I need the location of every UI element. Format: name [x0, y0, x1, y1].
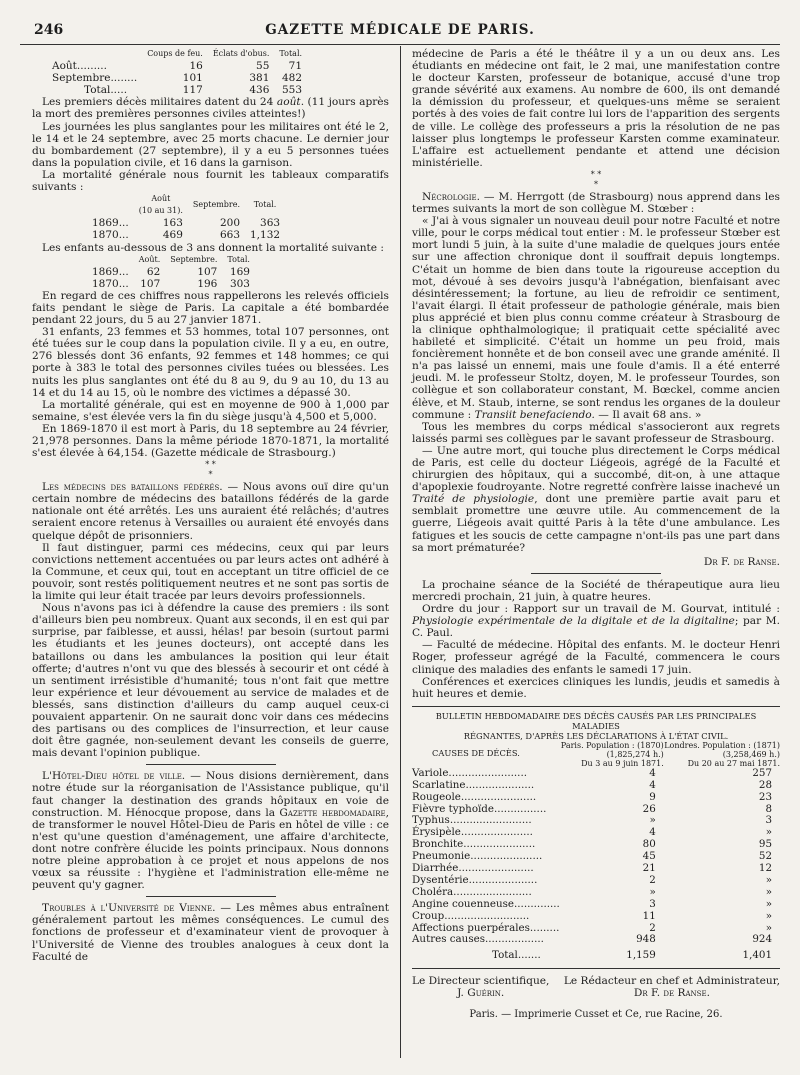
paragraph: Nécrologie. — M. Herrgott (de Strasbourg) nous apprend dans les termes suivants la mort de son collègue M. Stœber : [412, 190, 780, 216]
right-column [412, 48, 780, 1022]
paragraph: Troubles à l'Université de Vienne. — Les mêmes abus entraînent généralement partout les mêmes conséquences. Le cumul des fonctions de professeur et d'examinateur vient de provoquer à l'Université de Vienne des troubles analogues à ceux dont la Faculté de [32, 902, 389, 963]
paragraph: L'Hôtel-Dieu hôtel de ville. — Nous disions dernièrement, dans notre étude sur la réorganisation de l'Assistance publique, qu'il faut changer la destination des grands hôpitaux en voie de construction. M. Hénocque propose, dans la Gazette hebdomadaire, de transformer le nouvel Hôtel-Dieu de Paris en hôtel de ville : ce n'est qu'une question d'aménagement, une affaire d'architecte, dont notre confrère élucide les points principaux. Nous donnons notre pleine approbation à ce projet et nous appelons de nos vœux sa réussite : l'hygiène et l'administration elle-même ne peuvent qu'y gagner. [32, 770, 389, 892]
paragraph: Il faut distinguer, parmi ces médecins, ceux qui par leurs convictions nettement accentuées ou par leurs actes ont adhéré à la Commune, et ceux qui, tout en acceptant un titre officiel de ce pouvoir, sont restés politiquement neutres et ne sont pas sortis de la limite qui leur était tracée par leurs devoirs professionnels. [32, 541, 389, 603]
table-row: Choléra........................ » » [412, 885, 772, 898]
paragraph: La mortalité générale, qui est en moyenne de 900 à 1,000 par semaine, s'est élevée vers la fin du siège jusqu'à 4,500 et 5,000. [32, 398, 389, 423]
table-row: Scarlatine..................... 4 28 [412, 778, 772, 791]
table-header: Août. [138, 254, 161, 264]
mortality-table [92, 193, 285, 241]
paragraph: « J'ai à vous signaler un nouveau deuil pour notre Faculté et notre ville, pour le corps médical tout entier : M. le professeur Stœber est mort lundi 5 juin, à la suite d'une maladie de quelques jours entée sur une affection chronique dont il souffrait depuis longtemps. C'était un homme de bien dans toute la rigoureuse acception du mot, dévoué à ses devoirs jusqu'à l'abnégation, bienfaisant avec désintéressement; la fortune, au lieu de refroidir ce sentiment, l'avait élargi. Il était professeur de pathologie générale, mais bien plus apprécié et bien plus connu comme créateur à Strasbourg de la clinique ophthalmologique; il pratiquait cette spécialité avec habileté et simplicité. C'était un homme un peu froid, mais foncièrement honnête et de bon conseil avec une grande aménité. Il n'a pas laissé un ennemi, mais une foule d'amis. Il a été enterré jeudi. M. le professeur Stoltz, doyen, M. le professeur Tourdes, son collègue et son collaborateur constant, M. Bœckel, comme ancien élève, et M. Staub, interne, se sont rendus les organes de la douleur commune : Transiit benefaciendo. — Il avait 68 ans. » [412, 215, 781, 421]
table-row: 1870... 469 663 1,132 [92, 229, 281, 242]
editor-credit: Le Rédacteur en chef et Administrateur, Dr F. de Ranse. [563, 975, 780, 1000]
table-row: Variole........................ 4 257 [412, 766, 772, 779]
table-header: Août (10 au 31). [138, 194, 183, 216]
table-row: Bronchite...................... 80 95 [412, 838, 772, 851]
paragraph: Les journées les plus sanglantes pour les militaires ont été le 2, le 14 et le 24 septembre, avec 25 morts chacune. Le dernier jour du bombardement (27 septembre), il y a eu 5 personnes tuées dans la population civile, et 16 dans la garnison. [32, 120, 389, 169]
paragraph: Les médecins des bataillons fédérés. — Nous avons ouï dire qu'un certain nombre de médecins des bataillons fédérés de la garde nationale ont été arrêtés. Les uns auraient été relâchés; d'autres seraient encore retenus à Versailles ou auraient été envoyés dans quelque dépôt de prisonniers. [32, 481, 389, 542]
table-row: 1870... 107 196 303 [92, 277, 250, 290]
table-row: 1869... 163 200 363 [92, 217, 281, 230]
page-footer [412, 975, 780, 999]
table-header: Coups de feu. [147, 49, 203, 58]
column-header: CAUSES DE DÉCÈS. [432, 748, 520, 759]
table-row: Rougeole....................... 9 23 [412, 790, 772, 803]
paragraph: médecine de Paris a été le théâtre il y a un ou deux ans. Les étudiants en médecine ont fait, le 2 mai, une manifestation contre le docteur Karsten, professeur de botanique, accusé d'une trop grande sévérité aux examens. Au nombre de 600, ils ont demandé la démission du professeur, et quelques-uns même se seraient portés à des voies de fait contre lui lors de l'apparition des sergents de ville. Le collège des professeurs a pris la résolution de ne pas laisser plus longtemps le professeur Karsten comme examinateur. L'affaire est actuellement pendante et attend une décision ministérielle. [412, 48, 780, 169]
director-credit: Le Directeur scientifique, J. Guérin. [412, 975, 550, 1000]
table-header: Total. [227, 254, 250, 264]
table-row: Pneumonie...................... 45 52 [412, 850, 772, 863]
table-row: Érysipèle...................... 4 » [412, 826, 772, 839]
table-row: Septembre........ 101 381 482 [52, 72, 303, 85]
column-header: Londres. Population : (1871) (3,258,469 h.) Du 20 au 27 mai 1871. [664, 740, 780, 768]
column-header: Paris. Population : (1870) (1,825,274 h.) Du 3 au 9 juin 1871. [560, 740, 664, 768]
section-title: Les médecins des bataillons fédérés. [42, 481, 223, 494]
table-header: Total. [279, 49, 303, 58]
table-header: Total. [253, 200, 277, 210]
table-row: Autres causes.................. 948 924 [412, 933, 772, 946]
paragraph: Tous les membres du corps médical s'associeront aux regrets laissés parmi ses collègues par le savant professeur de Strasbourg. [412, 420, 780, 445]
table-row: 1869... 62 107 169 [92, 265, 250, 278]
table-header: Septembre. [192, 200, 240, 210]
table-row: Dysentérie..................... 2 » [412, 873, 772, 886]
table-row: Typhus......................... » 3 [412, 814, 772, 827]
separator [531, 573, 661, 574]
section-title: Nécrologie. [422, 190, 480, 203]
bulletin-title: BULLETIN HEBDOMADAIRE DES DÉCÈS CAUSÉS PAR LES PRINCIPALES MALADIES RÉGNANTES, D'APRÈS LES DÉCLARATIONS À L'ÉTAT CIVIL. [435, 710, 757, 741]
separator [146, 764, 276, 765]
table-row: Affections puerpérales......... 2 » [412, 921, 772, 934]
table-row: Août......... 16 55 71 [52, 60, 303, 73]
journal-title: GAZETTE MÉDICALE DE PARIS. [265, 22, 535, 38]
separator [412, 706, 780, 707]
death-bulletin-table [412, 741, 780, 963]
column-rule [400, 46, 401, 1058]
page-number: 246 [34, 22, 64, 38]
section-stars: * * * [590, 169, 602, 189]
paragraph: La prochaine séance de la Société de thérapeutique aura lieu mercredi prochain, 21 juin, à quatre heures. [412, 578, 780, 603]
paragraph: En regard de ces chiffres nous rappellerons les relevés officiels faits pendant le siège de Paris. La capitale a été bombardée pendant 22 jours, du 5 au 27 janvier 1871. [32, 289, 389, 327]
paragraph: Les premiers décès militaires datent du 24 août. (11 jours après la mort des premières personnes civiles atteintes!) [32, 96, 389, 121]
table-total-row: Total....... 1,159 1,401 [492, 949, 772, 962]
table-row: Fièvre typhoïde................ 26 8 [412, 802, 772, 815]
paragraph: 31 enfants, 23 femmes et 53 hommes, total 107 personnes, ont été tuées sur le coup dans la population civile. Il y a eu, en outre, 276 blessés dont 36 enfants, 92 femmes et 148 hommes; ce qui porte à 383 le total des personnes civiles tuées ou blessées. Les nuits les plus sanglantes ont été du 8 au 9, du 9 au 10, du 13 au 14 et du 14 au 15, où le nombre des victimes a dépassé 30. [32, 326, 389, 399]
section-title: Troubles à l'Université de Vienne. [42, 902, 216, 915]
section-title: L'Hôtel-Dieu hôtel de ville. [42, 770, 186, 783]
table-header: Éclats d'obus. [212, 49, 270, 58]
table-row: Total..... 117 436 553 [84, 84, 303, 97]
signature: Dr F. de Ranse. [703, 555, 780, 568]
paragraph: Nous n'avons pas ici à défendre la cause des premiers : ils sont d'ailleurs bien peu nombreux. Quant aux seconds, il en est qui par surprise, par faiblesse, et aussi, hélas! par besoin (surtout parmi les étudiants et les jeunes docteurs), ont accepté dans les bataillons ou dans les ambulances la position qui leur était offerte; d'autres n'ont vu que des blessés à secourir et ont cédé à un sentiment irrésistible d'humanité; tous n'ont fait que mettre leur expérience et leur dévouement au service de malades et de blessés, sans distinction d'ailleurs du camp auquel ceux-ci pouvaient appartenir. On ne saurait donc voir dans ces médecins des partisans ou des complices de l'insurrection, et leur cause doit être gagnée, non-seulement devant les conseils de guerre, mais devant l'opinion publique. [32, 602, 389, 760]
table-row: Croup.......................... 11 » [412, 909, 772, 922]
wounds-table [52, 48, 307, 96]
paragraph: — Une autre mort, qui touche plus directement le Corps médical de Paris, est celle du docteur Liégeois, agrégé de la Faculté et chirurgien des hôpitaux, qui a succombé, dit-on, à une attaque d'apoplexie foudroyante. Notre regretté confrère laisse inachevé un Traité de physiologie, dont une première partie avait paru et semblait promettre une œuvre utile. Au commencement de la guerre, Liégeois avait quitté Paris à la tête d'une ambulance. Les fatigues et les soucis de cette campagne n'ont-ils pas une part dans sa mort prématurée? [412, 444, 780, 554]
separator [412, 968, 780, 969]
paragraph: — Faculté de médecine. Hôpital des enfants. M. le docteur Henri Roger, professeur agrégé de la Faculté, commencera le cours clinique des maladies des enfants le samedi 17 juin. [412, 639, 780, 676]
separator [146, 896, 276, 897]
table-header: Septembre. [170, 254, 218, 264]
paragraph: Les enfants au-dessous de 3 ans donnent la mortalité suivante : [42, 241, 384, 254]
left-column [32, 48, 389, 963]
page-header [20, 20, 780, 45]
paragraph: En 1869-1870 il est mort à Paris, du 18 septembre au 24 février, 21,978 personnes. Dans la même période 1870-1871, la mortalité s'est élevée à 64,154. (Gazette médicale de Strasbourg.) [32, 422, 389, 460]
printer-imprint: Paris. — Imprimerie Cusset et Ce, rue Racine, 26. [469, 1009, 723, 1021]
section-stars: * * * [205, 460, 216, 480]
table-row: Diarrhée....................... 21 12 [412, 862, 772, 875]
paragraph: Ordre du jour : Rapport sur un travail de M. Gourvat, intitulé : Physiologie expérimentale de la digitale et de la digitaline; par M. C. Paul. [412, 603, 780, 640]
table-row: Angine couenneuse.............. 3 » [412, 897, 772, 910]
paragraph: Conférences et exercices cliniques les lundis, jeudis et samedis à huit heures et demie. [412, 675, 780, 700]
paragraph: La mortalité générale nous fournit les tableaux comparatifs suivants : [32, 168, 389, 194]
children-mortality-table [92, 254, 255, 290]
